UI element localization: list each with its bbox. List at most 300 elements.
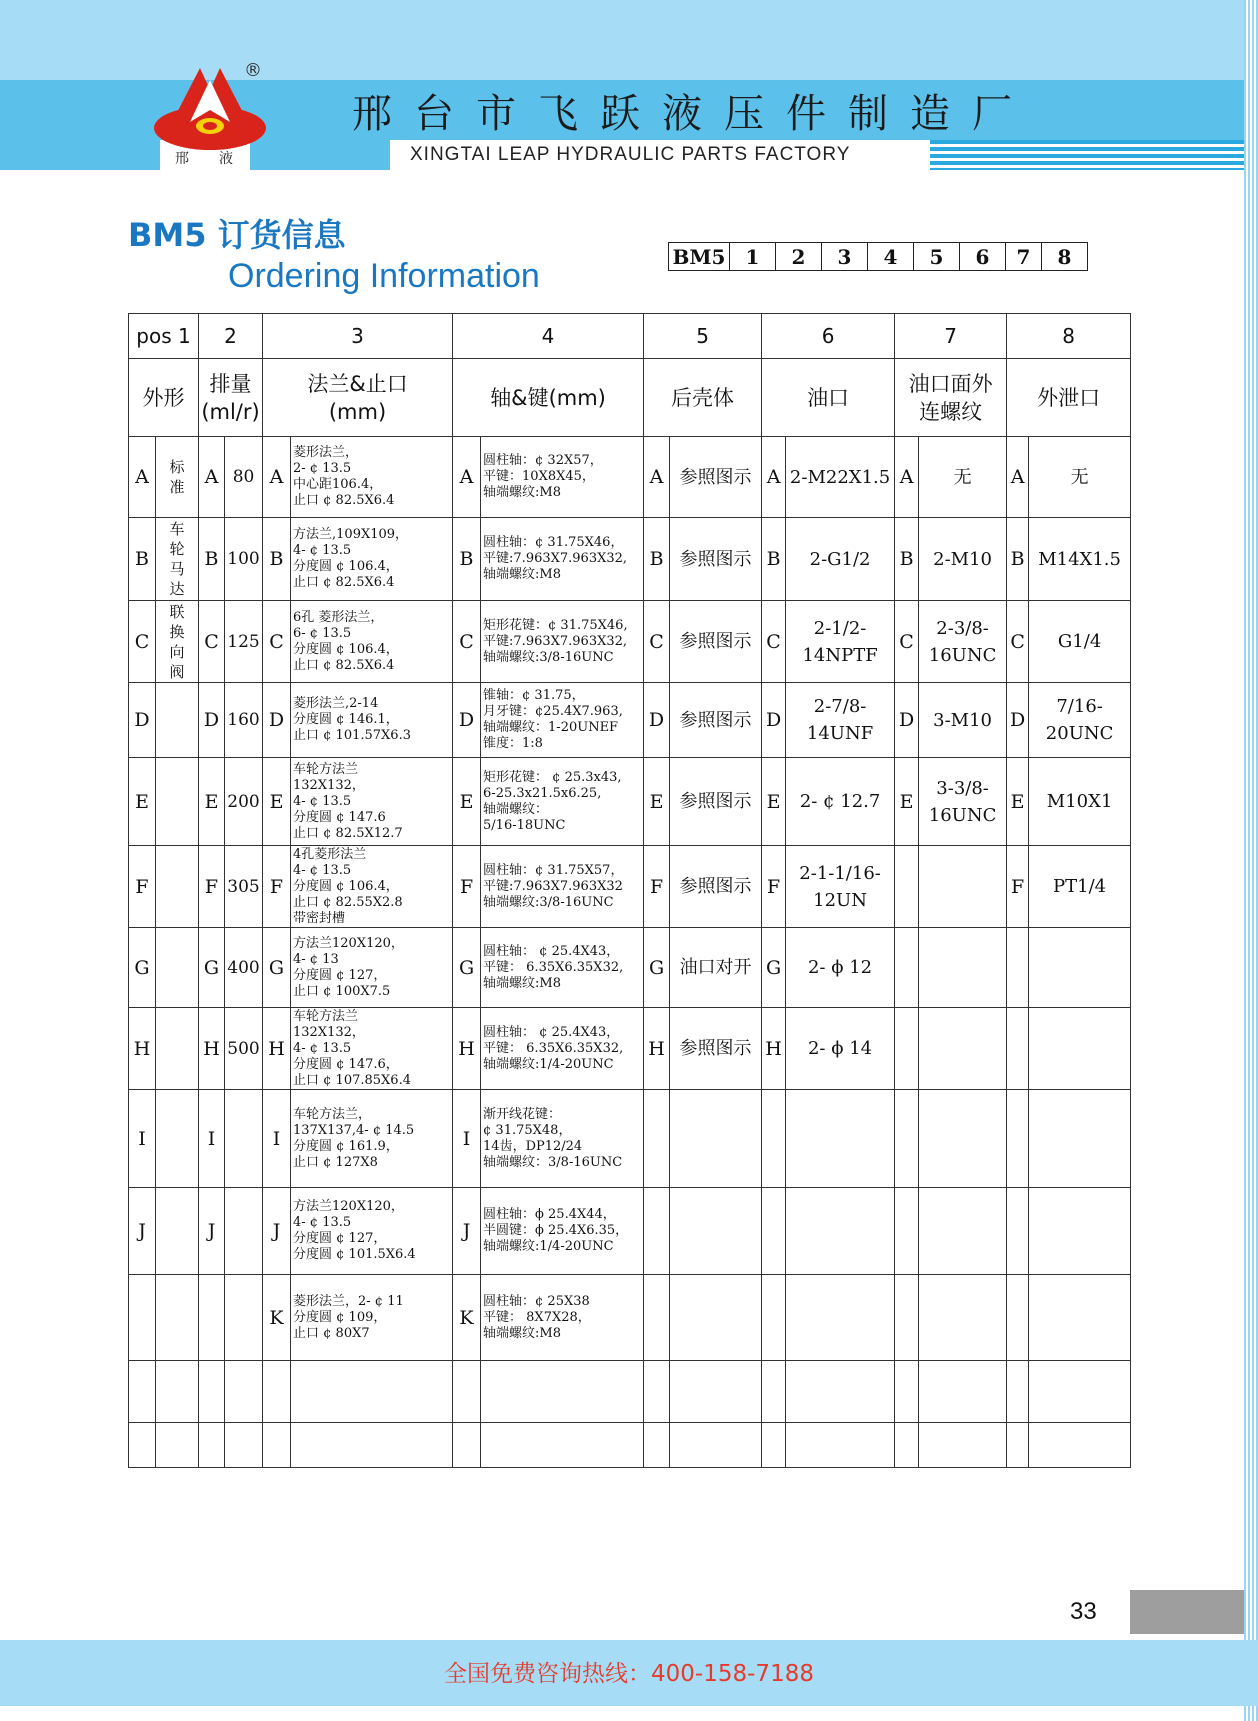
pos-header: 8: [1007, 314, 1131, 359]
pos-header: 2: [199, 314, 263, 359]
thread-value-line: 2-M10: [933, 548, 993, 570]
table-row: [129, 683, 1131, 758]
shaft-desc-line: 轴端螺纹:3/8-16UNC: [483, 894, 614, 910]
shaft-desc: [481, 518, 644, 601]
hotline-text: 全国免费咨询热线：400-158-7188: [444, 1661, 814, 1687]
shaft-desc-line: 轴端螺纹:1/4-20UNC: [483, 1056, 614, 1072]
flange-desc-line: 分度圆 ¢ 106.4，: [293, 641, 399, 657]
flange-desc-line: 止口 ¢ 82.5X6.4: [293, 575, 395, 590]
flange-desc-line: 分度圆 ¢ 146.1，: [293, 712, 399, 727]
housing-value: 参照图示: [670, 601, 762, 683]
port-value: [786, 1008, 895, 1090]
label-housing: 后壳体: [644, 359, 762, 437]
housing-value: [670, 1423, 762, 1468]
shaft-desc-line: 矩形花键：¢ 31.75X46,: [483, 617, 628, 633]
code-letter: J: [129, 1188, 156, 1275]
code-letter: [895, 1423, 919, 1468]
port-value: [786, 683, 895, 758]
table-row: [129, 1188, 1131, 1275]
shaft-desc-line: 圆柱轴： ¢ 25.4X43，: [483, 943, 620, 959]
drain-value: [1029, 928, 1131, 1008]
flange-desc: [291, 928, 453, 1008]
port-value: [786, 928, 895, 1008]
code-letter: [644, 1090, 670, 1188]
code-letter: A: [129, 437, 156, 518]
shaft-desc-line: 轴端螺纹：: [483, 801, 549, 817]
housing-value: [670, 1090, 762, 1188]
port-value: [786, 1361, 895, 1423]
shaft-desc-line: 圆柱轴： ¢ 25.4X43，: [483, 1024, 620, 1040]
thread-value: [919, 1090, 1007, 1188]
flange-desc: [291, 758, 453, 846]
drain-value: [1029, 1090, 1131, 1188]
drain-value-line: M14X1.5: [1038, 548, 1121, 570]
code-letter: [762, 1423, 786, 1468]
code-letter: [1007, 928, 1029, 1008]
code-letter: [1007, 1008, 1029, 1090]
shape-text: [156, 1361, 199, 1423]
shaft-desc-line: 5/16-18UNC: [483, 817, 566, 833]
label-flange: 法兰&止口 (mm): [263, 359, 453, 437]
shaft-desc-line: 渐开线花键：: [483, 1106, 562, 1122]
flange-desc-line: 车轮方法兰: [293, 1008, 359, 1024]
port-value-line: 2-1-1/16-: [799, 862, 881, 884]
flange-desc-line: 止口 ¢ 82.5X6.4: [293, 493, 395, 508]
code-letter: B: [762, 518, 786, 601]
flange-desc-line: 4- ¢ 13.5: [293, 543, 352, 558]
pos-header: 3: [263, 314, 453, 359]
model-code-table: [668, 242, 1088, 271]
thread-value: [919, 518, 1007, 601]
port-value: [786, 601, 895, 683]
table-row: [129, 601, 1131, 683]
code-letter: [1007, 1275, 1029, 1361]
flange-desc: [291, 1090, 453, 1188]
housing-value: 参照图示: [670, 518, 762, 601]
displacement-value: [225, 1423, 263, 1468]
port-value: [786, 846, 895, 928]
thread-value: [919, 1008, 1007, 1090]
port-value-line: 14NPTF: [802, 644, 878, 666]
code-letter: B: [129, 518, 156, 601]
code-letter: B: [1007, 518, 1029, 601]
code-cell: 3: [822, 243, 868, 271]
shaft-desc-line: 锥度：1:8: [483, 736, 543, 751]
logo-caption: 邢液: [175, 151, 263, 167]
port-value-line: 2- ¢ 12.7: [799, 791, 881, 812]
code-letter: E: [895, 758, 919, 846]
code-cell: 5: [914, 243, 960, 271]
flange-desc-line: 4- ¢ 13.5: [293, 793, 352, 809]
code-letter: [644, 1423, 670, 1468]
housing-value: 参照图示: [670, 1008, 762, 1090]
shaft-desc-line: 平键：10X8X45，: [483, 469, 595, 484]
displacement-value: 125: [225, 601, 263, 683]
flange-desc-line: 车轮方法兰: [293, 761, 359, 777]
shape-text: [156, 1423, 199, 1468]
shaft-desc-line: 14齿，DP12/24: [483, 1138, 583, 1154]
drain-value-line: G1/4: [1057, 631, 1102, 652]
flange-desc-line: 带密封槽: [293, 910, 346, 926]
shape-char: 联: [169, 602, 185, 621]
shape-char: 向: [169, 642, 185, 661]
pos-header: pos 1: [129, 314, 199, 359]
port-value: [786, 758, 895, 846]
flange-desc-line: 止口 ¢ 80X7: [293, 1325, 370, 1341]
company-name-cn: 邢台市飞跃液压件制造厂: [352, 91, 1034, 137]
shaft-desc: [481, 1361, 644, 1423]
drain-value-line: PT1/4: [1053, 876, 1107, 897]
code-letter: H: [263, 1008, 291, 1090]
code-letter: D: [199, 683, 225, 758]
shaft-desc-line: 平键： 6.35X6.35X32,: [483, 959, 624, 975]
section-title-cn: BM5 订货信息: [128, 216, 346, 254]
shaft-desc-line: 平键:7.963X7.963X32: [483, 878, 623, 894]
label-drain: 外泄口: [1007, 359, 1131, 437]
code-letter: [1007, 1188, 1029, 1275]
code-letter: I: [199, 1090, 225, 1188]
flange-desc-line: 6孔 菱形法兰，: [293, 609, 384, 625]
drain-value: [1029, 437, 1131, 518]
shape-text: [156, 758, 199, 846]
shaft-desc-line: 轴端螺纹:M8: [483, 485, 561, 500]
port-value: [786, 1275, 895, 1361]
code-letter: [1007, 1423, 1029, 1468]
flange-desc: [291, 437, 453, 518]
code-letter: J: [199, 1188, 225, 1275]
position-header-row: [129, 314, 1131, 359]
label-port: 油口: [762, 359, 895, 437]
code-letter: [895, 1008, 919, 1090]
table-row: [129, 1090, 1131, 1188]
code-letter: D: [895, 683, 919, 758]
port-value-line: 12UN: [813, 889, 867, 911]
table-row: [129, 1275, 1131, 1361]
shaft-desc-line: 矩形花键： ¢ 25.3x43,: [483, 769, 622, 785]
code-letter: I: [453, 1090, 481, 1188]
code-letter: [644, 1275, 670, 1361]
shaft-desc-line: 轴端螺纹:M8: [483, 975, 561, 991]
flange-desc: [291, 683, 453, 758]
code-letter: [453, 1423, 481, 1468]
displacement-value: [225, 1275, 263, 1361]
shape-char: 阀: [169, 662, 185, 681]
displacement-value: 80: [225, 437, 263, 518]
flange-desc-line: 车轮方法兰，: [293, 1106, 372, 1122]
drain-value-line: 无: [1070, 466, 1089, 488]
code-letter: [129, 1423, 156, 1468]
flange-desc-line: 分度圆 ¢ 106.4，: [293, 878, 399, 894]
shape-text: [156, 846, 199, 928]
shaft-desc-line: 平键:7.963X7.963X32,: [483, 551, 628, 566]
label-header-row: [129, 359, 1131, 437]
page-number: 33: [1070, 1598, 1097, 1625]
shaft-desc-line: 平键： 8X7X28，: [483, 1309, 591, 1325]
code-letter: E: [762, 758, 786, 846]
flange-desc-line: 菱形法兰，2- ¢ 11: [293, 1293, 404, 1309]
code-cell: 8: [1042, 243, 1088, 271]
code-letter: [199, 1423, 225, 1468]
code-letter: E: [129, 758, 156, 846]
code-letter: H: [644, 1008, 670, 1090]
flange-desc-line: 6- ¢ 13.5: [293, 625, 352, 641]
code-letter: H: [762, 1008, 786, 1090]
code-cell: 2: [776, 243, 822, 271]
drain-value: [1029, 1275, 1131, 1361]
code-letter: [762, 1361, 786, 1423]
code-letter: C: [129, 601, 156, 683]
drain-value: [1029, 1188, 1131, 1275]
code-letter: A: [199, 437, 225, 518]
housing-value: [670, 1188, 762, 1275]
displacement-value: 100: [225, 518, 263, 601]
shaft-desc-line: 锥轴：¢ 31.75，: [483, 688, 585, 703]
code-letter: [895, 846, 919, 928]
label-displacement: 排量 (ml/r): [199, 359, 263, 437]
flange-desc: [291, 1361, 453, 1423]
housing-value: 参照图示: [670, 758, 762, 846]
thread-value-line: 3-3/8-: [936, 777, 989, 799]
code-letter: A: [1007, 437, 1029, 518]
flange-desc: [291, 601, 453, 683]
flange-desc-line: 分度圆 ¢ 127，: [293, 1231, 387, 1246]
code-letter: J: [263, 1188, 291, 1275]
port-value-line: 2-M22X1.5: [789, 466, 891, 488]
code-letter: [762, 1188, 786, 1275]
flange-desc: [291, 1423, 453, 1468]
thread-value: [919, 1275, 1007, 1361]
code-letter: [129, 1275, 156, 1361]
flange-desc-line: 方法兰120X120，: [293, 935, 404, 951]
code-letter: A: [263, 437, 291, 518]
code-letter: C: [895, 601, 919, 683]
shaft-desc-line: ¢ 31.75X48，: [483, 1122, 572, 1138]
code-letter: [762, 1275, 786, 1361]
shape-char: 马: [169, 560, 185, 578]
code-letter: [199, 1275, 225, 1361]
shaft-desc: [481, 1008, 644, 1090]
thread-value: [919, 1423, 1007, 1468]
shaft-desc: [481, 1423, 644, 1468]
shape-char: 准: [169, 478, 185, 496]
thread-value-line: 3-M10: [933, 709, 993, 731]
flange-desc: [291, 518, 453, 601]
thread-value: [919, 846, 1007, 928]
code-letter: H: [453, 1008, 481, 1090]
shaft-desc-line: 轴端螺纹:M8: [483, 567, 561, 582]
code-letter: [644, 1188, 670, 1275]
code-letter: B: [895, 518, 919, 601]
shaft-desc-line: 圆柱轴：¢ 32X57，: [483, 453, 603, 468]
code-letter: F: [129, 846, 156, 928]
port-value-line: 2-G1/2: [809, 548, 871, 570]
flange-desc: [291, 1188, 453, 1275]
flange-desc-line: 止口 ¢ 107.85X6.4: [293, 1072, 411, 1088]
code-letter: [1007, 1090, 1029, 1188]
label-shaft: 轴&键(mm): [453, 359, 644, 437]
code-letter: B: [644, 518, 670, 601]
table-row: [129, 928, 1131, 1008]
table-row: [129, 846, 1131, 928]
shaft-desc: [481, 1090, 644, 1188]
code-letter: C: [644, 601, 670, 683]
shape-text: [156, 437, 199, 518]
shaft-desc: [481, 846, 644, 928]
flange-desc-line: 4- ¢ 13.5: [293, 862, 352, 878]
flange-desc-line: 4- ¢ 13.5: [293, 1215, 352, 1230]
shaft-desc-line: 圆柱轴：¢ 25X38: [483, 1293, 590, 1309]
port-value-line: 14UNF: [806, 723, 874, 744]
thread-value: [919, 1361, 1007, 1423]
code-letter: E: [453, 758, 481, 846]
thread-value-line: 无: [953, 466, 972, 488]
code-cell: BM5: [669, 243, 730, 271]
displacement-value: 160: [225, 683, 263, 758]
code-letter: [895, 1188, 919, 1275]
flange-desc-line: 分度圆 ¢ 106.4，: [293, 559, 399, 574]
code-cell: 1: [730, 243, 776, 271]
flange-desc: [291, 1275, 453, 1361]
shape-text: [156, 683, 199, 758]
table-row: [129, 1361, 1131, 1423]
drain-value: [1029, 758, 1131, 846]
code-letter: D: [263, 683, 291, 758]
housing-value: [670, 1275, 762, 1361]
shaft-desc: [481, 601, 644, 683]
shape-text: [156, 1275, 199, 1361]
housing-value: [670, 1361, 762, 1423]
shape-char: 标: [169, 458, 185, 476]
shaft-desc-line: 平键： 6.35X6.35X32,: [483, 1040, 624, 1056]
flange-desc-line: 止口 ¢ 100X7.5: [293, 983, 391, 999]
shaft-desc-line: 平键:7.963X7.963X32,: [483, 633, 628, 649]
flange-desc-line: 中心距106.4，: [293, 477, 383, 492]
code-letter: C: [453, 601, 481, 683]
displacement-value: 500: [225, 1008, 263, 1090]
flange-desc-line: 132X132，: [293, 1024, 365, 1040]
code-letter: D: [1007, 683, 1029, 758]
shaft-desc-line: 圆柱轴：ϕ 25.4X44，: [483, 1207, 616, 1222]
table-row: [129, 758, 1131, 846]
flange-desc: [291, 1008, 453, 1090]
housing-value: 参照图示: [670, 683, 762, 758]
right-edge-stripes: [1244, 0, 1258, 1721]
code-letter: G: [199, 928, 225, 1008]
port-value: [786, 518, 895, 601]
code-letter: A: [895, 437, 919, 518]
code-letter: K: [263, 1275, 291, 1361]
flange-desc-line: 137X137,4- ¢ 14.5: [293, 1122, 415, 1138]
shaft-desc: [481, 758, 644, 846]
code-letter: G: [263, 928, 291, 1008]
code-letter: C: [1007, 601, 1029, 683]
code-letter: [762, 1090, 786, 1188]
code-letter: F: [453, 846, 481, 928]
shaft-desc: [481, 1275, 644, 1361]
thread-value: [919, 601, 1007, 683]
code-letter: F: [263, 846, 291, 928]
drain-value: [1029, 683, 1131, 758]
code-letter: [895, 928, 919, 1008]
displacement-value: [225, 1188, 263, 1275]
shaft-desc-line: 轴端螺纹:M8: [483, 1325, 561, 1341]
thread-value-line: 16UNC: [928, 804, 997, 826]
port-value-line: 2-1/2-: [813, 617, 867, 639]
registered-mark: ®: [244, 60, 262, 81]
code-letter: F: [762, 846, 786, 928]
drain-value: [1029, 1423, 1131, 1468]
shape-text: [156, 1008, 199, 1090]
pos-header: 6: [762, 314, 895, 359]
shaft-desc-line: 轴端螺纹:3/8-16UNC: [483, 649, 614, 665]
flange-desc-line: 2- ¢ 13.5: [293, 461, 352, 476]
code-letter: E: [263, 758, 291, 846]
drain-value: [1029, 601, 1131, 683]
section-title-en: Ordering Information: [228, 257, 540, 295]
flange-desc-line: 止口 ¢ 82.55X2.8: [293, 894, 403, 910]
flange-desc-line: 止口 ¢ 82.5X12.7: [293, 825, 403, 841]
pos-header: 5: [644, 314, 762, 359]
code-letter: [1007, 1361, 1029, 1423]
flange-desc-line: 分度圆 ¢ 101.5X6.4: [293, 1247, 416, 1262]
code-letter: I: [129, 1090, 156, 1188]
flange-desc-line: 4- ¢ 13: [293, 951, 339, 967]
code-letter: G: [762, 928, 786, 1008]
displacement-value: [225, 1361, 263, 1423]
code-letter: A: [453, 437, 481, 518]
thread-value-line: 16UNC: [928, 644, 997, 666]
shape-text: [156, 601, 199, 683]
code-letter: [129, 1361, 156, 1423]
code-letter: G: [453, 928, 481, 1008]
label-thread: 油口面外 连螺纹: [895, 359, 1007, 437]
shaft-desc-line: 半圆键：ϕ 25.4X6.35，: [483, 1223, 629, 1238]
port-value: [786, 1188, 895, 1275]
header-stripes: [930, 140, 1258, 170]
flange-desc-line: 分度圆 ¢ 127，: [293, 967, 387, 983]
shaft-desc-line: 圆柱轴：¢ 31.75X57，: [483, 862, 624, 878]
code-letter: F: [199, 846, 225, 928]
shape-text: [156, 1188, 199, 1275]
shaft-desc: [481, 1188, 644, 1275]
code-letter: C: [199, 601, 225, 683]
code-letter: D: [644, 683, 670, 758]
code-letter: B: [263, 518, 291, 601]
drain-value-line: M10X1: [1046, 791, 1113, 812]
drain-value-line: 20UNC: [1045, 723, 1114, 744]
code-letter: [263, 1361, 291, 1423]
shaft-desc-line: 圆柱轴：¢ 31.75X46，: [483, 535, 624, 550]
company-name-en: XINGTAI LEAP HYDRAULIC PARTS FACTORY: [410, 144, 851, 165]
flange-desc-line: 菱形法兰,2-14: [293, 696, 379, 711]
code-letter: D: [453, 683, 481, 758]
ordering-table: [128, 313, 1131, 1468]
thread-value: [919, 928, 1007, 1008]
code-cell: 4: [868, 243, 914, 271]
code-letter: F: [644, 846, 670, 928]
flange-desc-line: 分度圆 ¢ 147.6: [293, 809, 386, 825]
flange-desc-line: 止口 ¢ 82.5X6.4: [293, 657, 395, 673]
code-letter: [644, 1361, 670, 1423]
displacement-value: 200: [225, 758, 263, 846]
flange-desc-line: 132X132，: [293, 777, 365, 793]
code-letter: D: [762, 683, 786, 758]
code-letter: A: [762, 437, 786, 518]
code-letter: F: [1007, 846, 1029, 928]
label-shape: 外形: [129, 359, 199, 437]
code-letter: H: [199, 1008, 225, 1090]
code-letter: C: [263, 601, 291, 683]
